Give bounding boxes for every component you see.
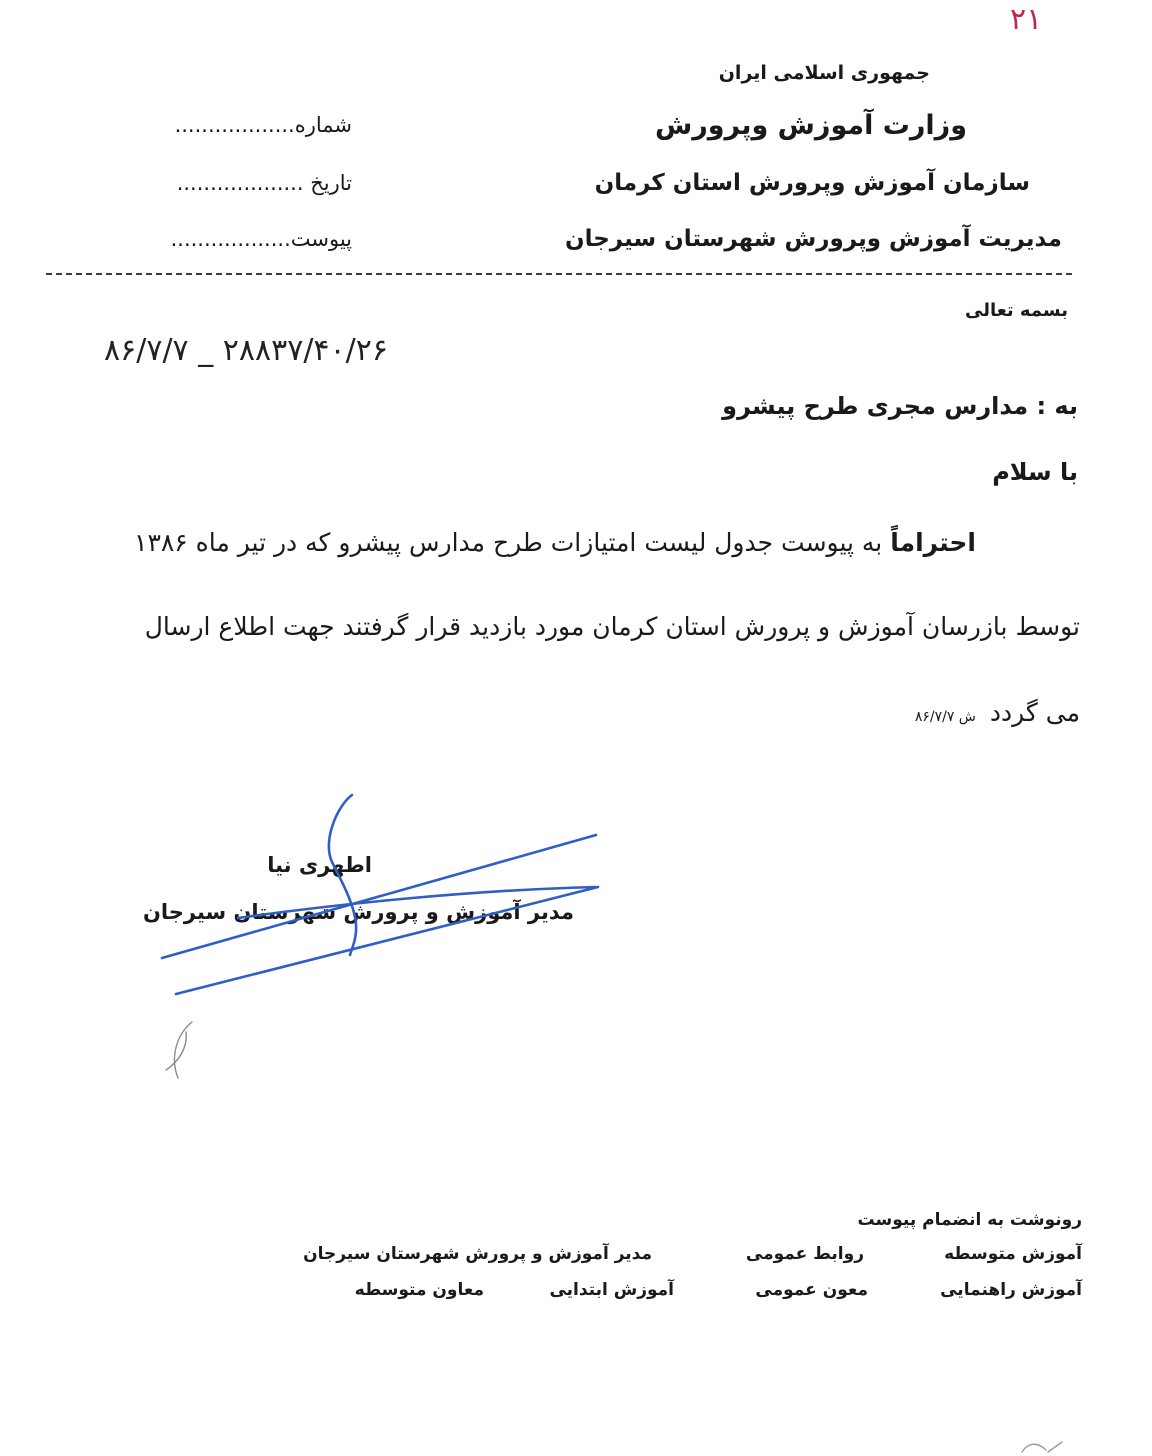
organization-heading: سازمان آموزش وپرورش استان کرمان [594, 170, 1030, 196]
copy-recipient: آموزش ابتدایی [549, 1280, 674, 1300]
recipient-line: به : مدارس مجری طرح پیشرو [722, 392, 1078, 420]
body-line-2: توسط بازرسان آموزش و پرورش استان کرمان مورد بازدید قرار گرفتند جهت اطلاع ارسال [144, 612, 1080, 641]
signer-title: مدیر آموزش و پرورش شهرستان سیرجان [142, 900, 574, 924]
invocation: بسمه تعالی [965, 300, 1068, 321]
country-heading: جمهوری اسلامی ایران [718, 62, 930, 84]
letter-date-field: تاریخ ................... [176, 171, 352, 195]
page-number-mark: ۲۱ [1010, 2, 1043, 37]
body-line-1-text: به پیوست جدول لیست امتیازات طرح مدارس پیشرو که در تیر ماه ۱۳۸۶ [134, 528, 883, 557]
copy-recipient: آموزش راهنمایی [940, 1280, 1082, 1300]
body-line-3-text: می گردد [989, 698, 1080, 727]
copies-title: رونوشت به انضمام پیوست [857, 1210, 1082, 1230]
copy-recipient: آموزش متوسطه [944, 1244, 1082, 1264]
signer-name: اطهری نیا [267, 853, 372, 877]
ministry-heading: وزارت آموزش وپرورش [654, 110, 967, 141]
letter-number-field: شماره.................. [174, 113, 352, 137]
copy-recipient: معون عمومی [755, 1280, 868, 1300]
body-lead-word: احتراماً [890, 528, 976, 557]
corner-scribble-mark [1022, 1442, 1062, 1452]
copy-recipient: مدیر آموزش و پرورش شهرستان سیرجان [303, 1244, 652, 1264]
letter-attachment-field: پیوست.................. [170, 227, 352, 251]
body-line-1 [134, 528, 976, 557]
body-line-3 [915, 698, 1080, 727]
greeting: با سلام [992, 458, 1078, 486]
pencil-initial-mark [166, 1022, 192, 1078]
signature-stroke-upper [162, 835, 596, 958]
copy-recipient: روابط عمومی [745, 1244, 864, 1264]
department-heading: مدیریت آموزش وپرورش شهرستان سیرجان [564, 226, 1062, 252]
copy-recipient: معاون متوسطه [354, 1280, 484, 1300]
header-divider [46, 273, 1072, 275]
reference-number: ۲۸۸۳۷/۴۰/۲۶ _ ۸۶/۷/۷ [104, 333, 388, 368]
handwritten-date-note: ش ۸۶/۷/۷ [914, 709, 976, 725]
